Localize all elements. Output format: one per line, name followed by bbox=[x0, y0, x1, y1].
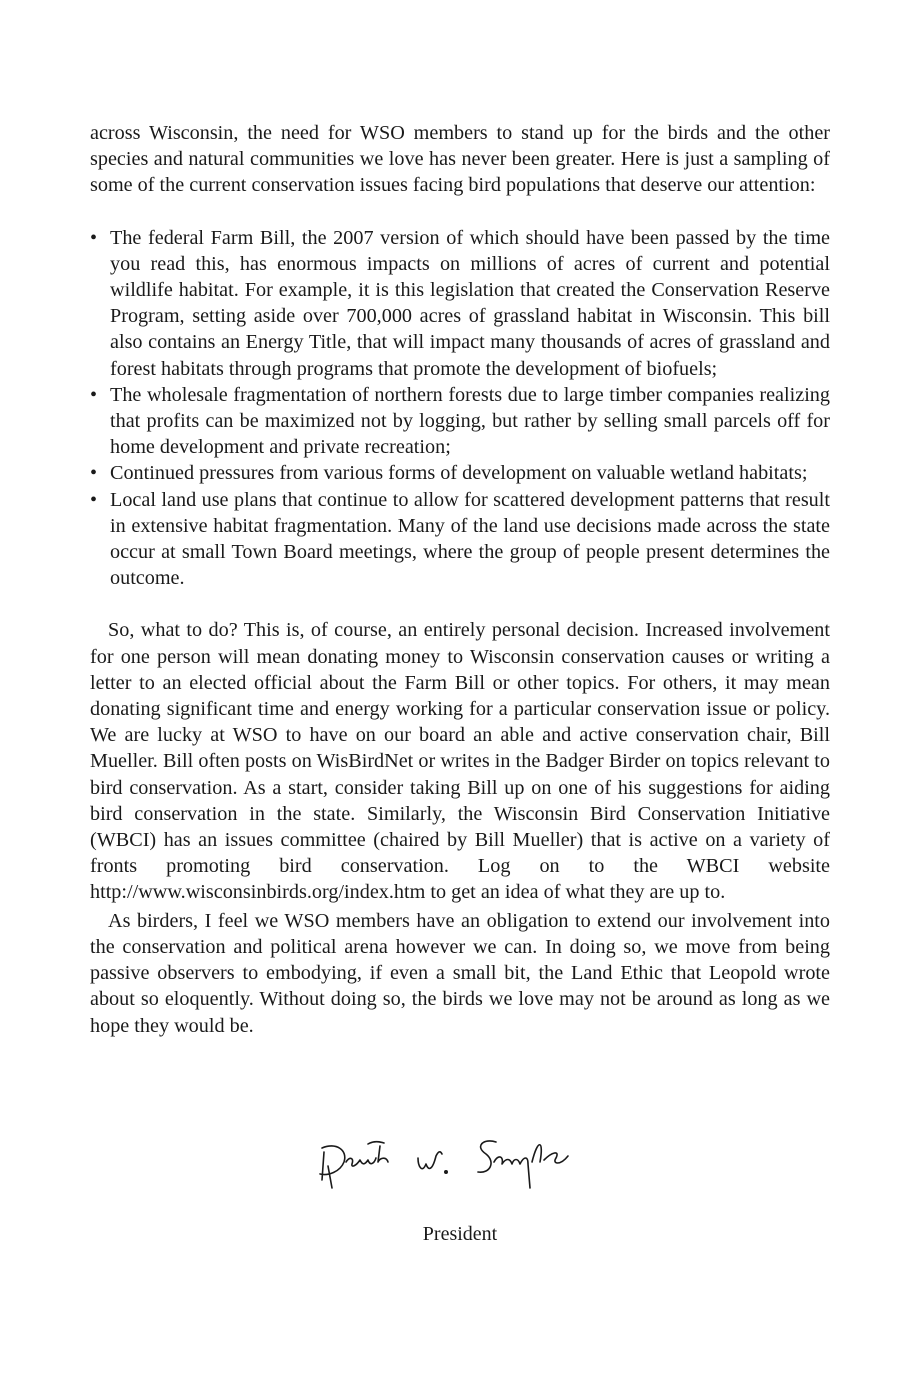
body-paragraph: So, what to do? This is, of course, an entirely personal decision. Increased involvement for one person will mean donating money to Wisconsin conservation causes or writing a letter to an elected official about the Farm Bill or other topics. For others, it may mean donating significant time and energy working for a particular conservation issue or policy. We are lucky at WSO to have on our board an able and active conservation chair, Bill Mueller. Bill often posts on WisBirdNet or writes in the Badger Birder on topics relevant to bird conservation. As a start, consider taking Bill up on one of his suggestions for aiding bird conservation in the state. Similarly, the Wisconsin Bird Conservation Initiative (WBCI) has an issues committee (chaired by Bill Mueller) that is active on a variety of fronts promoting bird conservation. Log on to the WBCI website http://www.wisconsinbirds.org/index.htm to get an idea of what they are up to. bbox=[90, 619, 830, 904]
signer-title: President bbox=[422, 1223, 498, 1245]
bullet-marker: • bbox=[90, 383, 98, 406]
bullet-marker: • bbox=[90, 488, 98, 511]
letter-body bbox=[90, 120, 830, 1039]
issue-text: The federal Farm Bill, the 2007 version of which should have been passed by the time you read this, has enormous impacts on millions of acres of current and potential wildlife habitat. For example, it is this legislation that created the Conservation Reserve Program, setting aside over 700,000 acres of grassland habitat in Wisconsin. This bill also contains an Energy Title, that will impact many thousands of acres of grassland and forest habitats through programs that promote the development of biofuels; bbox=[110, 226, 830, 380]
issue-list-item bbox=[90, 382, 830, 461]
handwritten-signature bbox=[318, 1132, 618, 1192]
issue-list-item bbox=[90, 225, 830, 382]
issue-text: Local land use plans that continue to allow for scattered development patterns that result in extensive habitat fragmentation. Many of the land use decisions made across the state occur at small Town Board meetings, where the group of people present determines the outcome. bbox=[110, 488, 830, 590]
issue-list-item bbox=[90, 487, 830, 592]
bullet-marker: • bbox=[90, 462, 98, 485]
issue-text: Continued pressures from various forms of development on valuable wetland habitats; bbox=[110, 462, 808, 485]
closing-paragraph: As birders, I feel we WSO members have an obligation to extend our involvement into the conservation and political arena however we can. In doing so, we move from being passive observers to embodying, if even a small bit, the Land Ethic that Leopold wrote about so eloquently. Without doing so, the birds we love may not be around as long as we hope they would be. bbox=[90, 909, 830, 1037]
issue-list-item bbox=[90, 460, 830, 486]
issue-list bbox=[90, 225, 830, 592]
bullet-marker: • bbox=[90, 226, 98, 249]
issue-text: The wholesale fragmentation of northern forests due to large timber companies realizing that profits can be maximized not by logging, but rather by selling small parcels off for home development and private recreation; bbox=[110, 383, 830, 459]
intro-paragraph: across Wisconsin, the need for WSO members to stand up for the birds and the other species and natural communities we love has never been greater. Here is just a sampling of some of the current conservation issues facing bird populations that deserve our attention: bbox=[90, 122, 830, 197]
